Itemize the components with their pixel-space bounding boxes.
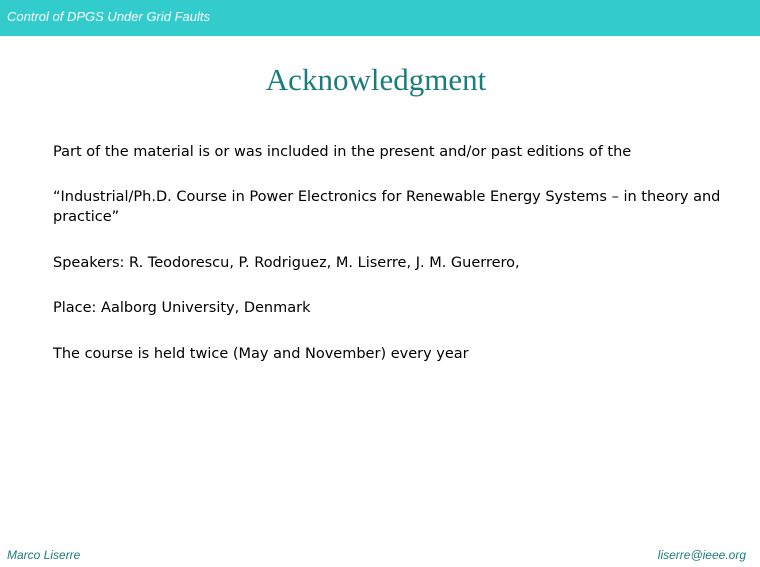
footer-email: liserre@ieee.org xyxy=(657,548,746,562)
slide-title: Acknowledgment xyxy=(265,62,487,97)
footer-author: Marco Liserre xyxy=(7,548,81,562)
paragraph-schedule: The course is held twice (May and November) every year xyxy=(53,346,469,362)
paragraph-place: Place: Aalborg University, Denmark xyxy=(53,300,311,316)
paragraph-speakers: Speakers: R. Teodorescu, P. Rodriguez, M. Liserre, J. M. Guerrero, xyxy=(53,255,520,271)
header-title: Control of DPGS Under Grid Faults xyxy=(7,9,211,24)
header-bar xyxy=(0,0,760,36)
paragraph-course-name: “Industrial/Ph.D. Course in Power Electronics for Renewable Energy Systems – in theory and practice” xyxy=(53,189,721,225)
paragraph-material: Part of the material is or was included in the present and/or past editions of the xyxy=(53,144,632,160)
